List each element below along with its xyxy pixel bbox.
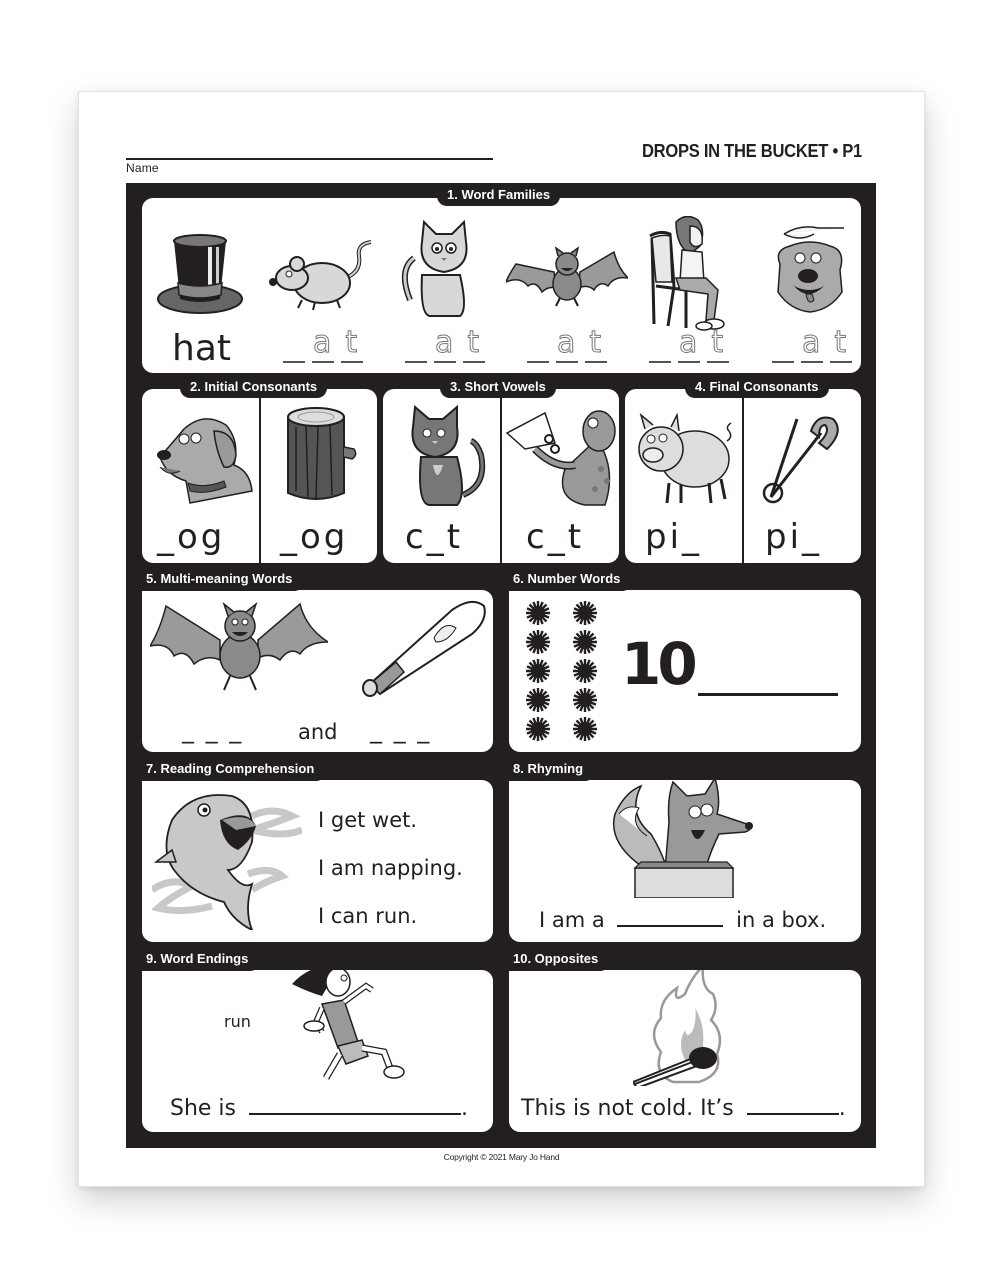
- page-title: DROPS IN THE BUCKET • P1: [641, 141, 862, 161]
- word-prompt: pi_: [645, 517, 703, 557]
- blank-1[interactable]: [283, 361, 305, 363]
- example-word-hat: hat: [172, 328, 231, 369]
- lit-match-icon: [633, 970, 743, 1086]
- tab-final-consonants: 4. Final Consonants: [685, 378, 829, 398]
- and-label: and: [298, 720, 338, 744]
- trace-underline: [707, 361, 729, 363]
- sentence-period: .: [838, 1096, 846, 1121]
- dog-icon: [154, 411, 254, 506]
- trace-letters: at: [313, 325, 372, 360]
- sentence-end: in a box.: [736, 908, 827, 932]
- trace-underline: [830, 361, 852, 363]
- section-rhyming: [509, 780, 861, 942]
- column-divider: [500, 389, 502, 563]
- section-word-endings: [142, 970, 493, 1132]
- trace-underline: [801, 361, 823, 363]
- trace-underline: [434, 361, 456, 363]
- word-prompt: c_t: [526, 517, 585, 557]
- blank-4[interactable]: [649, 361, 671, 363]
- blank-2[interactable]: _ _ _: [370, 716, 432, 744]
- trace-letters: at: [557, 325, 616, 360]
- sentence-option-3[interactable]: I can run.: [318, 904, 418, 928]
- word-prompt: _og: [157, 517, 226, 557]
- top-hat-icon: [156, 233, 244, 318]
- sentence-start: This is not cold. It’s: [521, 1096, 734, 1121]
- name-label: Name: [126, 161, 159, 175]
- log-icon: [282, 407, 360, 507]
- trace-underline: [556, 361, 578, 363]
- safety-pin-icon: [761, 411, 843, 507]
- girl-running-icon: [292, 970, 418, 1082]
- blank-5[interactable]: [772, 361, 794, 363]
- trace-letters: at: [679, 325, 738, 360]
- word-ending-answer-blank[interactable]: [249, 1113, 461, 1115]
- fish-icon: [152, 790, 302, 930]
- rhyme-answer-blank[interactable]: [617, 925, 723, 927]
- trace-underline: [341, 361, 363, 363]
- sentence-option-2[interactable]: I am napping.: [318, 856, 463, 880]
- tab-word-families: 1. Word Families: [437, 186, 560, 206]
- number-ten: 10: [621, 630, 694, 698]
- sentence-period: .: [461, 1096, 469, 1121]
- root-word: run: [224, 1012, 251, 1031]
- rat-icon: [267, 238, 377, 313]
- ending-sentence: [170, 1096, 468, 1121]
- sentence-start: She is: [170, 1096, 237, 1121]
- copyright: Copyright © 2021 Mary Jo Hand: [443, 1152, 560, 1162]
- trace-underline: [678, 361, 700, 363]
- tab-opposites: 10. Opposites: [509, 948, 610, 971]
- sunburst-dots-icon: [525, 598, 601, 746]
- word-prompt: pi_: [765, 517, 823, 557]
- blank-1[interactable]: _ _ _: [182, 716, 244, 744]
- cat-icon: [407, 405, 487, 509]
- rhyme-sentence: [539, 908, 826, 932]
- section-reading-comprehension: [142, 780, 493, 942]
- section-initial-consonants: [142, 389, 377, 563]
- opposite-sentence: [521, 1096, 846, 1121]
- word-prompt: _og: [280, 517, 349, 557]
- tab-rhyming: 8. Rhyming: [509, 758, 595, 781]
- word-prompt: c_t: [405, 517, 464, 557]
- sentence-option-1[interactable]: I get wet.: [318, 808, 418, 832]
- sentence-start: I am a: [539, 908, 605, 932]
- tab-initial-consonants: 2. Initial Consonants: [180, 378, 327, 398]
- trace-letters: at: [802, 325, 861, 360]
- section-final-consonants: [625, 389, 861, 563]
- turtle-cutting-icon: [505, 409, 617, 507]
- tab-multi-meaning: 5. Multi-meaning Words: [142, 568, 304, 591]
- bat-icon: [506, 246, 628, 311]
- name-line[interactable]: [126, 158, 493, 160]
- cat-icon: [400, 220, 480, 320]
- trace-underline: [312, 361, 334, 363]
- opposite-answer-blank[interactable]: [747, 1113, 839, 1115]
- tab-short-vowels: 3. Short Vowels: [440, 378, 556, 398]
- section-word-families: [142, 198, 861, 373]
- column-divider: [259, 389, 261, 563]
- blank-2[interactable]: [405, 361, 427, 363]
- tab-reading-comprehension: 7. Reading Comprehension: [142, 758, 326, 781]
- tab-number-words: 6. Number Words: [509, 568, 632, 591]
- tab-word-endings: 9. Word Endings: [142, 948, 260, 971]
- section-opposites: [509, 970, 861, 1132]
- column-divider: [742, 389, 744, 563]
- baseball-bat-icon: [356, 598, 488, 698]
- number-word-answer-line[interactable]: [698, 693, 838, 696]
- blank-3[interactable]: [527, 361, 549, 363]
- section-short-vowels: [383, 389, 619, 563]
- bat-animal-icon: [150, 600, 328, 692]
- trace-underline: [585, 361, 607, 363]
- trace-letters: at: [435, 325, 494, 360]
- dog-patted-icon: [770, 220, 850, 325]
- pig-icon: [635, 413, 735, 505]
- fox-in-box-icon: [607, 780, 763, 898]
- trace-underline: [463, 361, 485, 363]
- section-multi-meaning: [142, 590, 493, 752]
- section-number-words: [509, 590, 861, 752]
- girl-sitting-icon: [646, 216, 736, 331]
